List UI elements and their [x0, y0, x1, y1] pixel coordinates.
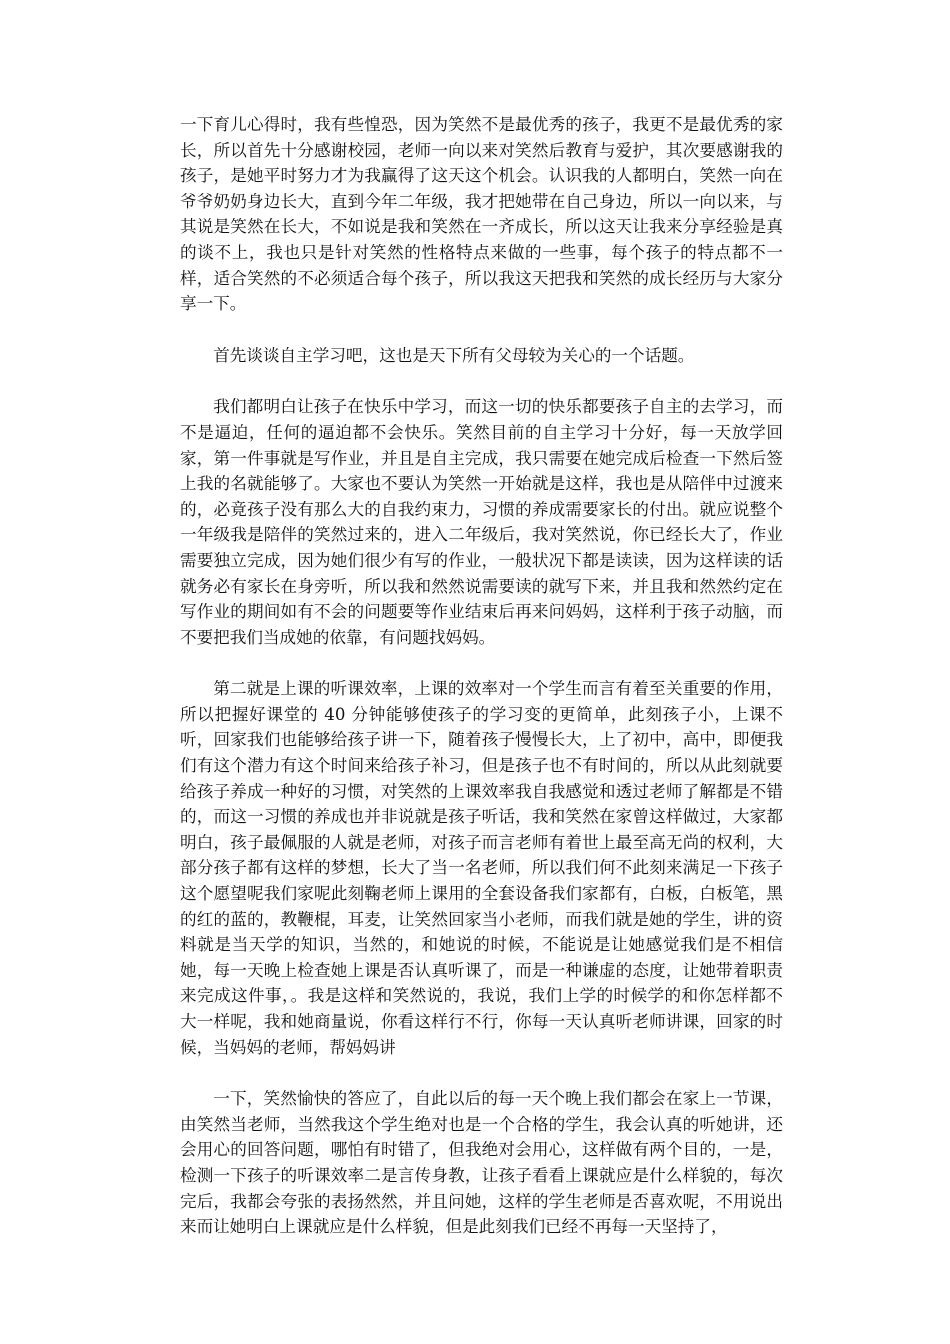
paragraph-intro: 一下育儿心得时，我有些惶恐，因为笑然不是最优秀的孩子，我更不是最优秀的家长，所以首先十分感谢校园，老师一向以来对笑然后教育与爱护，其次要感谢我的孩子，是她平时努力才为我赢得了这天这个机会。认识我的人都明白，笑然一向在爷爷奶奶身边长大，直到今年二年级，我才把她带在自己身边，所以一向以来，与其说是笑然在长大，不如说是我和笑然在一齐成长，所以这天让我来分享经验是真的谈不上，我也只是针对笑然的性格特点来做的一些事，每个孩子的特点都不一样，适合笑然的不必须适合每个孩子，所以我这天把我和笑然的成长经历与大家分享一下。 [180, 115, 783, 314]
document-body [180, 112, 783, 1266]
paragraph-little-teacher: 一下，笑然愉快的答应了，自此以后的每一天个晚上我们都会在家上一节课，由笑然当老师，当然我这个学生绝对也是一个合格的学生，我会认真的听她讲，还会用心的回答问题，哪怕有时错了，但我绝对会用心，这样做有两个目的，一是，检测一下孩子的听课效率二是言传身教，让孩子看看上课就应是什么样貌的，每次完后，我都会夸张的表扬然然，并且问她，这样的学生老师是否喜欢呢，不用说出来而让她明白上课就应是什么样貌，但是此刻我们已经不再每一天坚持了， [180, 1089, 783, 1237]
paragraph-class-efficiency: 第二就是上课的听课效率，上课的效率对一个学生而言有着至关重要的作用，所以把握好课堂的 40 分钟能够使孩子的学习变的更简单，此刻孩子小，上课不听，回家我们也能够给孩子讲一下，随着孩子慢慢长大，上了初中，高中，即便我们有这个潜力有这个时间来给孩子补习，但是孩子也不有时间的，所以从此刻就要给孩子养成一种好的习惯，对笑然的上课效率我自我感觉和透过老师了解都是不错的，而这一习惯的养成也并非说就是孩子听话，我和笑然在家曾这样做过，大家都明白，孩子最佩服的人就是老师，对孩子而言老师有着世上最至高无尚的权利，大部分孩子都有这样的梦想，长大了当一名老师，所以我们何不此刻来满足一下孩子这个愿望呢我们家呢此刻鞠老师上课用的全套设备我们家都有，白板，白板笔，黑的红的蓝的，教鞭棍，耳麦，让笑然回家当小老师，而我们就是她的学生，讲的资料就是当天学的知识，当然的，和她说的时候，不能说是让她感觉我们是不相信她，每一天晚上检查她上课是否认真听课了，而是一种谦虚的态度，让她带着职责来完成这件事，。我是这样和笑然说的，我说，我们上学的时候学的和你怎样都不大一样呢，我和她商量说，你看这样行不行，你每一天认真听老师讲课，回家的时候，当妈妈的老师，帮妈妈讲 [180, 679, 783, 1057]
paragraph-self-study: 我们都明白让孩子在快乐中学习，而这一切的快乐都要孩子自主的去学习，而不是逼迫，任何的逼迫都不会快乐。笑然目前的自主学习十分好，每一天放学回家，第一件事就是写作业，并且是自主完成，我只需要在她完成后检查一下然后签上我的名就能够了。大家也不要认为笑然一开始就是这样，我也是从陪伴中过渡来的，必竟孩子没有那么大的自我约束力，习惯的养成需要家长的付出。就应说整个一年级我是陪伴的笑然过来的，进入二年级后，我对笑然说，你已经长大了，作业需要独立完成，因为她们很少有写的作业，一般状况下都是读读，因为这样读的话就务必有家长在身旁听，所以我和然然说需要读的就写下来，并且我和然然约定在写作业的期间如有不会的问题要等作业结束后再来问妈妈，这样利于孩子动脑，而不要把我们当成她的依靠，有问题找妈妈。 [180, 397, 783, 647]
paragraph-self-study-heading: 首先谈谈自主学习吧，这也是天下所有父母较为关心的一个话题。 [213, 345, 695, 365]
